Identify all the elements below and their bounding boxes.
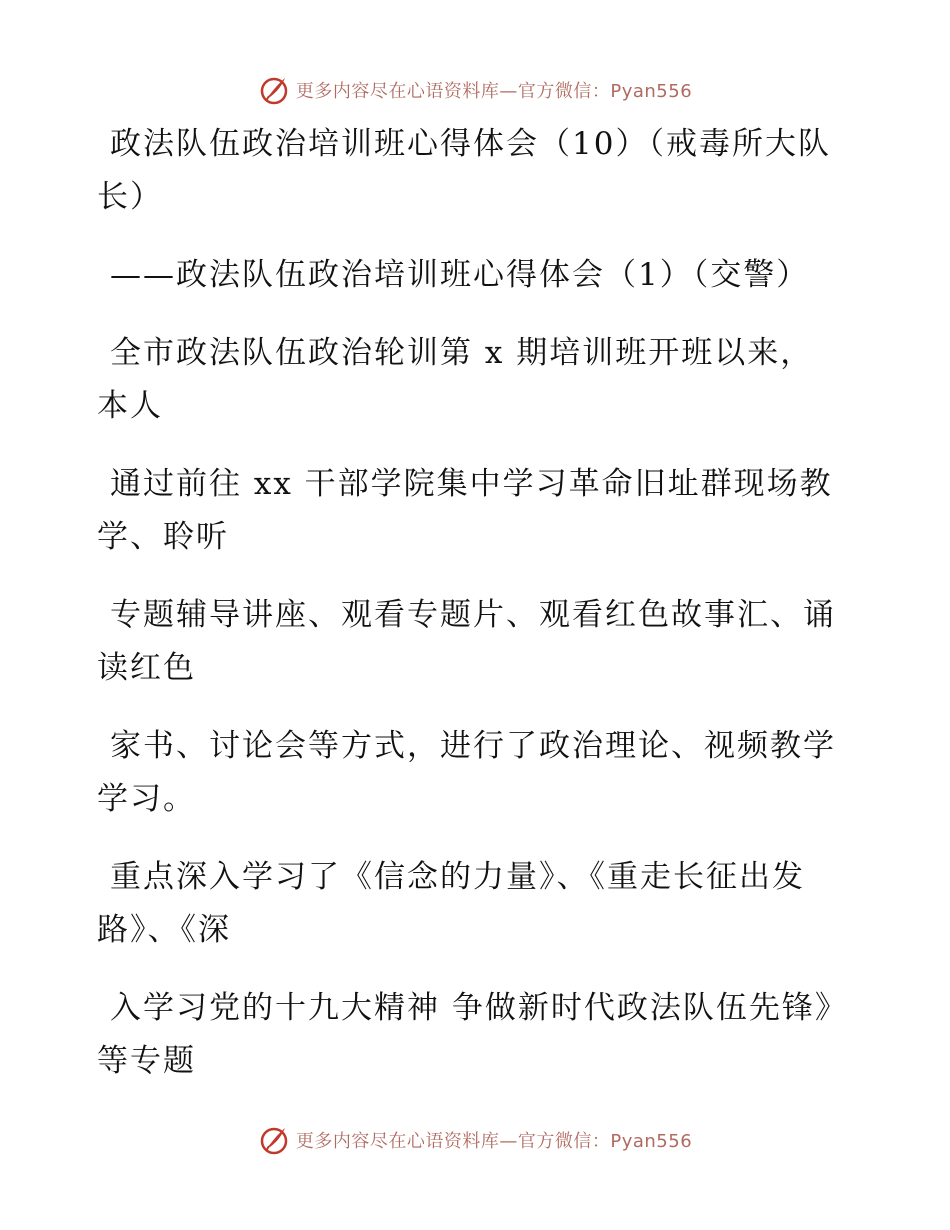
paragraph-3: 全市政法队伍政治轮训第 x 期培训班开班以来，本人 [97,335,814,424]
paragraph-1: 政法队伍政治培训班心得体会（10）（戒毒所大队长） [97,126,831,215]
header-banner-text: 更多内容尽在心语资料库—官方微信：Pyan556 [295,81,693,102]
paragraph-5: 专题辅导讲座、观看专题片、观看红色故事汇、诵读红色 [97,597,836,686]
footer-banner-content [258,1124,692,1156]
footer-banner [0,1120,950,1160]
paragraph-6: 家书、讨论会等方式，进行了政治理论、视频教学学习。 [97,728,836,817]
paragraph-8: 入学习党的十九大精神 争做新时代政法队伍先锋》等专题 [97,990,833,1079]
paragraph-7: 重点深入学习了《信念的力量》、《重走长征出发路》、《深 [97,859,805,948]
quill-logo-icon [258,74,290,106]
footer-banner-text: 更多内容尽在心语资料库—官方微信：Pyan556 [295,1131,693,1152]
document-body [97,118,837,1113]
paragraph-4: 通过前往 xx 干部学院集中学习革命旧址群现场教学、聆听 [97,466,833,555]
header-banner [0,70,950,110]
paragraph-2: ——政法队伍政治培训班心得体会（1）（交警） [110,257,810,293]
header-banner-content [258,74,692,106]
quill-logo-icon [258,1124,290,1156]
